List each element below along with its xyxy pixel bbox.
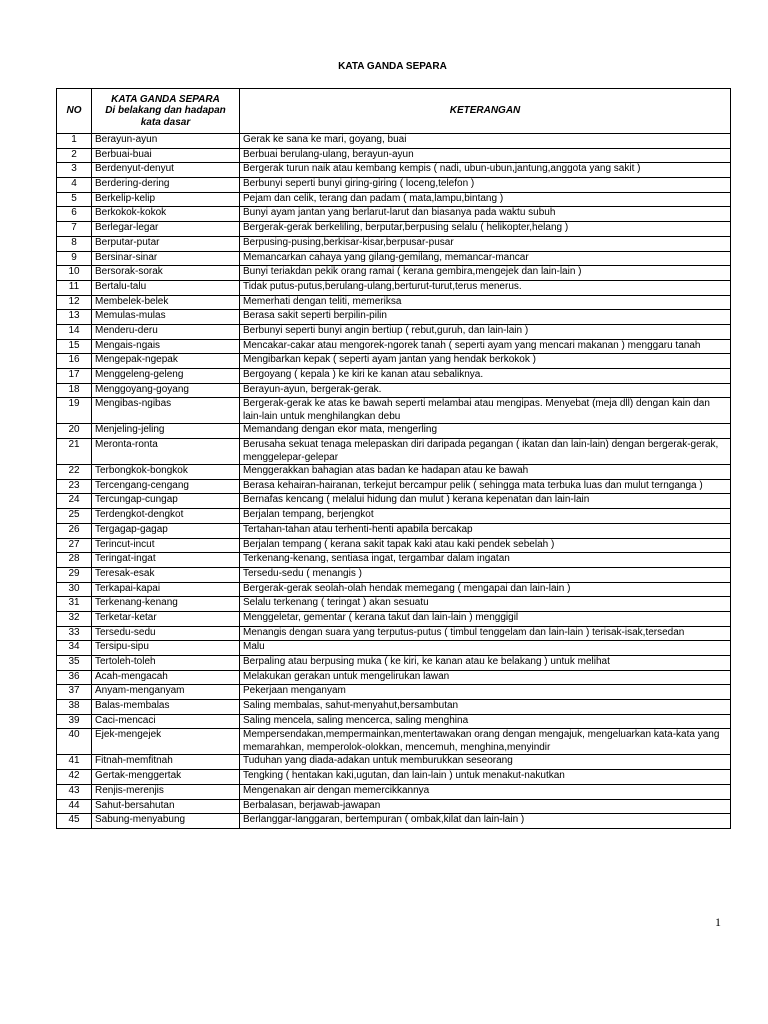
header-kata-ganda [92,89,240,134]
table-row [57,656,731,671]
table-row [57,439,731,465]
row-number: 22 [57,465,92,480]
row-description: Malu [240,641,731,656]
table-row [57,814,731,829]
row-number: 28 [57,553,92,568]
row-number: 2 [57,148,92,163]
row-word: Renjis-merenjis [92,784,240,799]
row-description: Tersedu-sedu ( menangis ) [240,567,731,582]
table-row [57,134,731,149]
row-number: 15 [57,339,92,354]
page-number: 1 [715,915,721,929]
row-number: 38 [57,700,92,715]
row-number: 1 [57,134,92,149]
row-number: 37 [57,685,92,700]
row-word: Mengepak-ngepak [92,354,240,369]
table-row [57,222,731,237]
row-description: Bergerak-gerak seolah-olah hendak memegang ( mengapai dan lain-lain ) [240,582,731,597]
table-row [57,523,731,538]
row-description: Memerhati dengan teliti, memeriksa [240,295,731,310]
table-row [57,424,731,439]
row-word: Ejek-mengejek [92,729,240,755]
table-row [57,641,731,656]
row-number: 19 [57,398,92,424]
row-word: Menjeling-jeling [92,424,240,439]
row-number: 24 [57,494,92,509]
row-description: Berbunyi seperti bunyi angin bertiup ( rebut,guruh, dan lain-lain ) [240,324,731,339]
table-row [57,236,731,251]
row-word: Berkokok-kokok [92,207,240,222]
row-description: Tidak putus-putus,berulang-ulang,berturut-turut,terus menerus. [240,280,731,295]
row-number: 5 [57,192,92,207]
table-body [57,134,731,829]
table-row [57,251,731,266]
table-row [57,670,731,685]
table-row [57,398,731,424]
row-description: Bergerak-gerak ke atas ke bawah seperti melambai atau mengipas. Menyebat (meja dll) dengan kain dan lain-lain untuk menghilangkan debu [240,398,731,424]
row-word: Menggeleng-geleng [92,369,240,384]
row-description: Berjalan tempang ( kerana sakit tapak kaki atau kaki pendek sebelah ) [240,538,731,553]
table-row [57,178,731,193]
row-description: Berpusing-pusing,berkisar-kisar,berpusar-pusar [240,236,731,251]
table-row [57,714,731,729]
table-header-row [57,89,731,134]
row-number: 20 [57,424,92,439]
table-row [57,729,731,755]
header-kata-line2: Di belakang dan hadapan [105,105,226,117]
kata-ganda-table [56,88,731,829]
document-title: KATA GANDA SEPARA [338,61,447,72]
row-number: 7 [57,222,92,237]
row-number: 29 [57,567,92,582]
row-description: Memandang dengan ekor mata, mengerling [240,424,731,439]
row-number: 12 [57,295,92,310]
row-word: Terkenang-kenang [92,597,240,612]
row-description: Tertahan-tahan atau terhenti-henti apabila bercakap [240,523,731,538]
table-row [57,700,731,715]
header-keterangan: KETERANGAN [240,89,731,134]
row-number: 27 [57,538,92,553]
row-word: Mengais-ngais [92,339,240,354]
row-number: 33 [57,626,92,641]
row-description: Bunyi ayam jantan yang berlarut-larut dan biasanya pada waktu subuh [240,207,731,222]
row-word: Berdering-dering [92,178,240,193]
table-row [57,626,731,641]
header-no: NO [57,89,92,134]
row-word: Teringat-ingat [92,553,240,568]
row-description: Tuduhan yang diada-adakan untuk memburukkan seseorang [240,755,731,770]
row-number: 8 [57,236,92,251]
table-row [57,597,731,612]
row-description: Bergoyang ( kepala ) ke kiri ke kanan atau sebaliknya. [240,369,731,384]
row-description: Berjalan tempang, berjengkot [240,509,731,524]
row-number: 42 [57,770,92,785]
row-word: Terdengkot-dengkot [92,509,240,524]
row-word: Tersedu-sedu [92,626,240,641]
row-word: Mengibas-ngibas [92,398,240,424]
table-row [57,567,731,582]
table-row [57,685,731,700]
row-word: Tertoleh-toleh [92,656,240,671]
table-row [57,280,731,295]
table-row [57,784,731,799]
row-number: 39 [57,714,92,729]
row-description: Berasa sakit seperti berpilin-pilin [240,310,731,325]
row-description: Mengibarkan kepak ( seperti ayam jantan yang hendak berkokok ) [240,354,731,369]
row-number: 35 [57,656,92,671]
row-description: Memancarkan cahaya yang gilang-gemilang, memancar-mancar [240,251,731,266]
row-number: 9 [57,251,92,266]
table-row [57,770,731,785]
row-description: Saling membalas, sahut-menyahut,bersambutan [240,700,731,715]
row-word: Berkelip-kelip [92,192,240,207]
row-description: Tengking ( hentakan kaki,ugutan, dan lain-lain ) untuk menakut-nakutkan [240,770,731,785]
row-word: Bersinar-sinar [92,251,240,266]
row-number: 4 [57,178,92,193]
row-word: Caci-mencaci [92,714,240,729]
row-description: Bunyi teriakdan pekik orang ramai ( kerana gembira,mengejek dan lain-lain ) [240,266,731,281]
row-description: Mengenakan air dengan memercikkannya [240,784,731,799]
row-description: Menggeletar, gementar ( kerana takut dan lain-lain ) menggigil [240,611,731,626]
row-number: 10 [57,266,92,281]
table-row [57,207,731,222]
row-description: Berayun-ayun, bergerak-gerak. [240,383,731,398]
row-description: Mempersendakan,mempermainkan,mentertawakan orang dengan mengajuk, mengeluarkan kata-kata yang memarahkan, memperolok-olokkan, mencemuh, menghina,menyindir [240,729,731,755]
row-word: Tercengang-cengang [92,479,240,494]
row-number: 36 [57,670,92,685]
row-number: 34 [57,641,92,656]
row-description: Melakukan gerakan untuk mengelirukan lawan [240,670,731,685]
row-number: 6 [57,207,92,222]
row-word: Meronta-ronta [92,439,240,465]
row-number: 43 [57,784,92,799]
row-number: 14 [57,324,92,339]
row-description: Menangis dengan suara yang terputus-putus ( timbul tenggelam dan lain-lain ) terisak-isak,tersedan [240,626,731,641]
row-number: 3 [57,163,92,178]
row-number: 30 [57,582,92,597]
table-row [57,192,731,207]
row-description: Berpaling atau berpusing muka ( ke kiri, ke kanan atau ke belakang ) untuk melihat [240,656,731,671]
row-word: Tercungap-cungap [92,494,240,509]
row-word: Menderu-deru [92,324,240,339]
row-description: Berbuai berulang-ulang, berayun-ayun [240,148,731,163]
table-row [57,479,731,494]
row-word: Berbuai-buai [92,148,240,163]
table-row [57,582,731,597]
row-word: Terketar-ketar [92,611,240,626]
row-number: 18 [57,383,92,398]
table-row [57,295,731,310]
row-description: Terkenang-kenang, sentiasa ingat, tergambar dalam ingatan [240,553,731,568]
row-word: Memulas-mulas [92,310,240,325]
table-row [57,538,731,553]
row-description: Berusaha sekuat tenaga melepaskan diri daripada pegangan ( ikatan dan lain-lain) dengan bergerak-gerak, menggelepar-gelepar [240,439,731,465]
row-description: Pekerjaan menganyam [240,685,731,700]
row-word: Tersipu-sipu [92,641,240,656]
table-row [57,494,731,509]
row-description: Pejam dan celik, terang dan padam ( mata,lampu,bintang ) [240,192,731,207]
row-word: Berputar-putar [92,236,240,251]
row-word: Sabung-menyabung [92,814,240,829]
row-number: 26 [57,523,92,538]
row-word: Terincut-incut [92,538,240,553]
table-row [57,354,731,369]
row-description: Berbunyi seperti bunyi giring-giring ( loceng,telefon ) [240,178,731,193]
row-number: 45 [57,814,92,829]
row-word: Teresak-esak [92,567,240,582]
row-description: Gerak ke sana ke mari, goyang, buai [240,134,731,149]
row-number: 31 [57,597,92,612]
row-number: 11 [57,280,92,295]
table-row [57,383,731,398]
row-description: Bergerak turun naik atau kembang kempis ( nadi, ubun-ubun,jantung,anggota yang sakit ) [240,163,731,178]
row-word: Berayun-ayun [92,134,240,149]
table-row [57,553,731,568]
table-row [57,148,731,163]
row-description: Berlanggar-langgaran, bertempuran ( ombak,kilat dan lain-lain ) [240,814,731,829]
table-row [57,509,731,524]
table-row [57,611,731,626]
row-description: Berbalasan, berjawab-jawapan [240,799,731,814]
row-word: Berdenyut-denyut [92,163,240,178]
table-row [57,465,731,480]
row-number: 25 [57,509,92,524]
row-word: Terkapai-kapai [92,582,240,597]
row-description: Berasa kehairan-hairanan, terkejut bercampur pelik ( sehingga mata terbuka luas dan mulut ternganga ) [240,479,731,494]
table-row [57,266,731,281]
row-number: 17 [57,369,92,384]
row-word: Acah-mengacah [92,670,240,685]
row-description: Bergerak-gerak berkeliling, berputar,berpusing selalu ( helikopter,helang ) [240,222,731,237]
row-word: Terbongkok-bongkok [92,465,240,480]
row-word: Sahut-bersahutan [92,799,240,814]
row-number: 23 [57,479,92,494]
table-row [57,339,731,354]
table-row [57,324,731,339]
table-row [57,369,731,384]
row-number: 40 [57,729,92,755]
table-row [57,799,731,814]
row-description: Selalu terkenang ( teringat ) akan sesuatu [240,597,731,612]
row-word: Membelek-belek [92,295,240,310]
header-kata-line1: KATA GANDA SEPARA [111,93,220,105]
row-description: Menggerakkan bahagian atas badan ke hadapan atau ke bawah [240,465,731,480]
row-description: Bernafas kencang ( melalui hidung dan mulut ) kerana kepenatan dan lain-lain [240,494,731,509]
row-number: 44 [57,799,92,814]
row-word: Menggoyang-goyang [92,383,240,398]
table-row [57,310,731,325]
header-kata-line3: kata dasar [140,116,191,128]
table-row [57,755,731,770]
row-word: Anyam-menganyam [92,685,240,700]
row-word: Gertak-menggertak [92,770,240,785]
row-word: Tergagap-gagap [92,523,240,538]
row-word: Bersorak-sorak [92,266,240,281]
row-number: 41 [57,755,92,770]
row-word: Bertalu-talu [92,280,240,295]
row-word: Balas-membalas [92,700,240,715]
row-number: 13 [57,310,92,325]
table-row [57,163,731,178]
row-description: Saling mencela, saling mencerca, saling menghina [240,714,731,729]
row-number: 16 [57,354,92,369]
row-number: 21 [57,439,92,465]
row-number: 32 [57,611,92,626]
row-word: Fitnah-memfitnah [92,755,240,770]
row-word: Berlegar-legar [92,222,240,237]
row-description: Mencakar-cakar atau mengorek-ngorek tanah ( seperti ayam yang mencari makanan ) menggaru tanah [240,339,731,354]
